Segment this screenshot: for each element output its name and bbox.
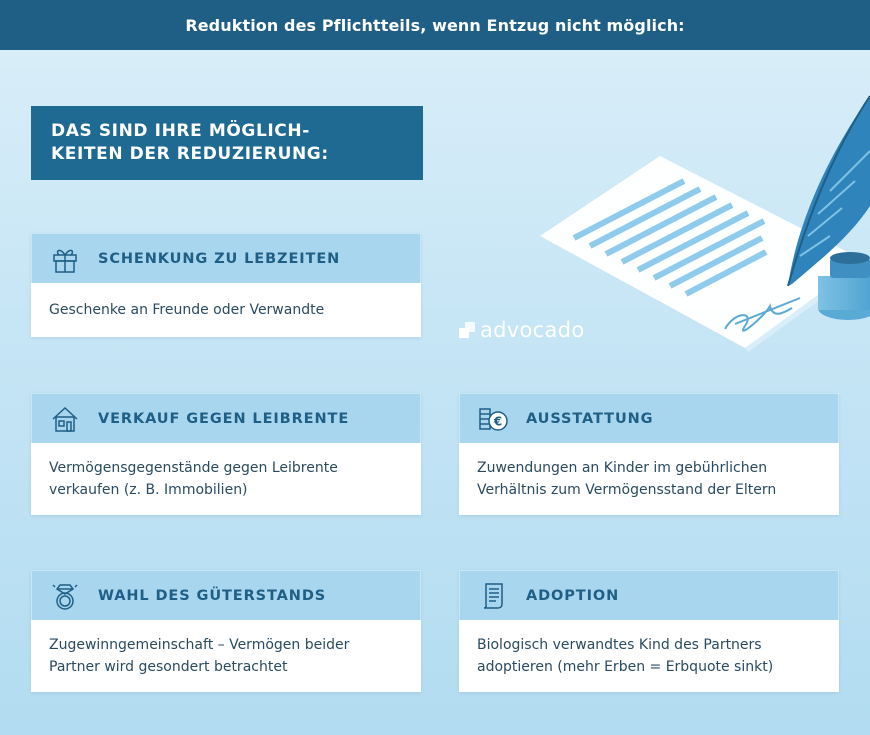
card-title: AUSSTATTUNG — [526, 410, 654, 427]
card-body — [31, 620, 421, 692]
card-header — [459, 570, 839, 620]
card-text-line-2: verkaufen (z. B. Immobilien) — [49, 482, 248, 498]
card-title: SCHENKUNG ZU LEBZEITEN — [98, 250, 341, 267]
house-icon — [49, 403, 81, 435]
card-body — [31, 443, 421, 515]
card-text-line-1: Biologisch verwandtes Kind des Partners — [477, 637, 762, 653]
card-leibrente — [31, 393, 421, 515]
card-body — [31, 283, 421, 337]
header-title: Reduktion des Pflichtteils, wenn Entzug nicht möglich: — [185, 15, 685, 35]
ring-icon — [49, 580, 81, 612]
logo-text: advocado — [480, 318, 585, 342]
advocado-logo — [459, 318, 584, 342]
card-header — [31, 570, 421, 620]
header-bar — [0, 0, 870, 50]
card-text-line-1: Geschenke an Freunde oder Verwandte — [49, 302, 325, 318]
gift-icon — [49, 243, 81, 275]
document-icon — [477, 580, 509, 612]
card-title: VERKAUF GEGEN LEIBRENTE — [98, 410, 350, 427]
card-ausstattung — [459, 393, 839, 515]
card-text-line-1: Vermögensgegenstände gegen Leibrente — [49, 460, 338, 476]
card-text-line-1: Zugewinngemeinschaft – Vermögen beider — [49, 637, 350, 653]
card-body — [459, 620, 839, 692]
card-header — [459, 393, 839, 443]
svg-text:€: € — [493, 414, 503, 428]
card-text-line-2: adoptieren (mehr Erben = Erbquote sinkt) — [477, 659, 774, 675]
card-gueterstand — [31, 570, 421, 692]
card-text-line-2: Verhältnis zum Vermögensstand der Eltern — [477, 482, 777, 498]
logo-mark-icon — [459, 322, 475, 338]
card-text-line-2: Partner wird gesondert betrachtet — [49, 659, 288, 675]
card-title: WAHL DES GÜTERSTANDS — [98, 587, 327, 604]
heading-line-1: DAS SIND IHRE MÖGLICH- — [51, 121, 310, 141]
heading-line-2: KEITEN DER REDUZIERUNG: — [51, 144, 329, 164]
card-schenkung — [31, 233, 421, 337]
euro-coins-icon — [477, 403, 509, 435]
card-title: ADOPTION — [526, 587, 620, 604]
options-heading — [31, 106, 423, 180]
card-adoption — [459, 570, 839, 692]
card-header — [31, 393, 421, 443]
card-text-line-1: Zuwendungen an Kinder im gebührlichen — [477, 460, 768, 476]
card-header — [31, 233, 421, 283]
card-body — [459, 443, 839, 515]
